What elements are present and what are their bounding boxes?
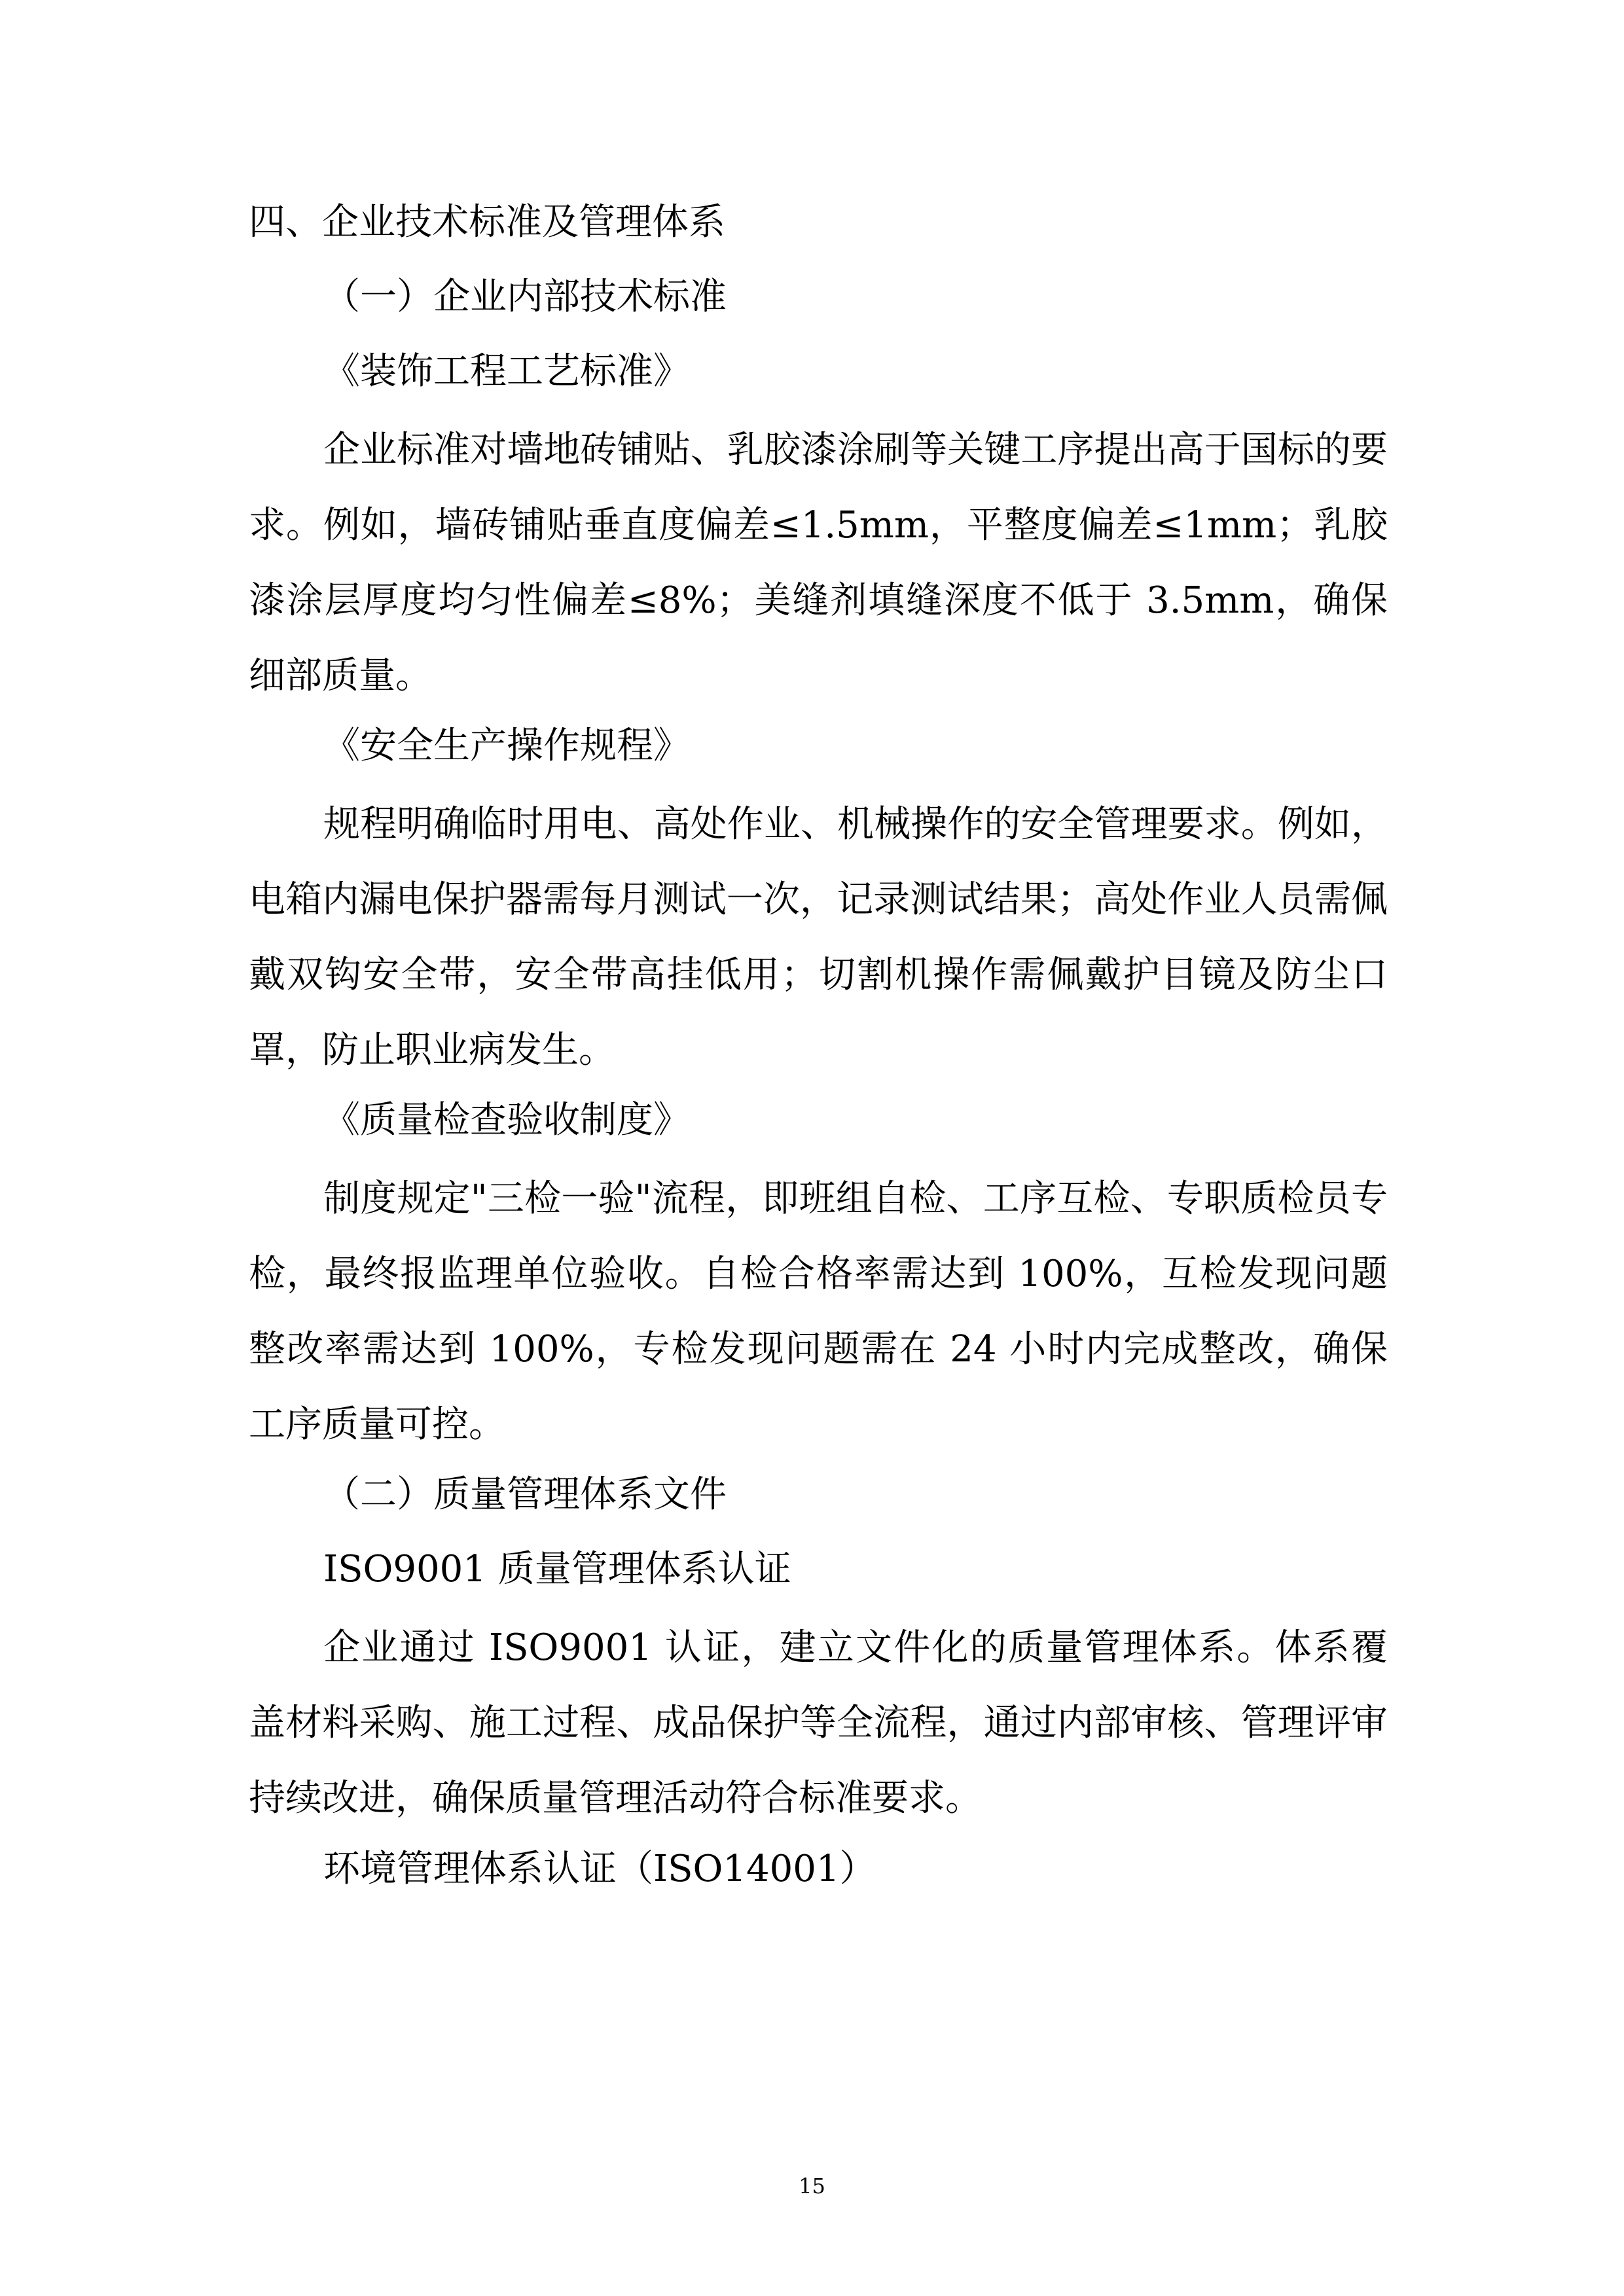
standard-3-body: 制度规定"三检一验"流程，即班组自检、工序互检、专职质检员专检，最终报监理单位验收。自检合格率需达到 100%，互检发现问题整改率需达到 100%，专检发现问题需在 24 小时内完成整改，确保工序质量可控。 (249, 1177, 1388, 1446)
qms-item-1-body: 企业通过 ISO9001 认证，建立文件化的质量管理体系。体系覆盖材料采购、施工过程、成品保护等全流程，通过内部审核、管理评审持续改进，确保质量管理活动符合标准要求。 (249, 1626, 1388, 1820)
subsection-2-title: （二）质量管理体系文件 (323, 1473, 727, 1516)
standard-3-title: 《质量检查验收制度》 (323, 1099, 690, 1141)
subsection-1-title: （一）企业内部技术标准 (323, 276, 727, 318)
qms-item-2-title: 环境管理体系认证（ISO14001） (323, 1848, 876, 1890)
standard-1-body: 企业标准对墙地砖铺贴、乳胶漆涂刷等关键工序提出高于国标的要求。例如，墙砖铺贴垂直度偏差≤1.5mm，平整度偏差≤1mm；乳胶漆涂层厚度均匀性偏差≤8%；美缝剂填缝深度不低于 3.5mm，确保细部质量。 (249, 429, 1388, 697)
standard-2-body: 规程明确临时用电、高处作业、机械操作的安全管理要求。例如，电箱内漏电保护器需每月测试一次，记录测试结果；高处作业人员需佩戴双钩安全带，安全带高挂低用；切割机操作需佩戴护目镜及防尘口罩，防止职业病发生。 (249, 803, 1388, 1071)
qms-item-1-title: ISO9001 质量管理体系认证 (323, 1548, 791, 1590)
standard-2-title: 《安全生产操作规程》 (323, 725, 690, 767)
section-heading: 四、企业技术标准及管理体系 (249, 201, 725, 243)
standard-1-title: 《装饰工程工艺标准》 (323, 350, 690, 393)
page-number: 15 (799, 2174, 825, 2198)
